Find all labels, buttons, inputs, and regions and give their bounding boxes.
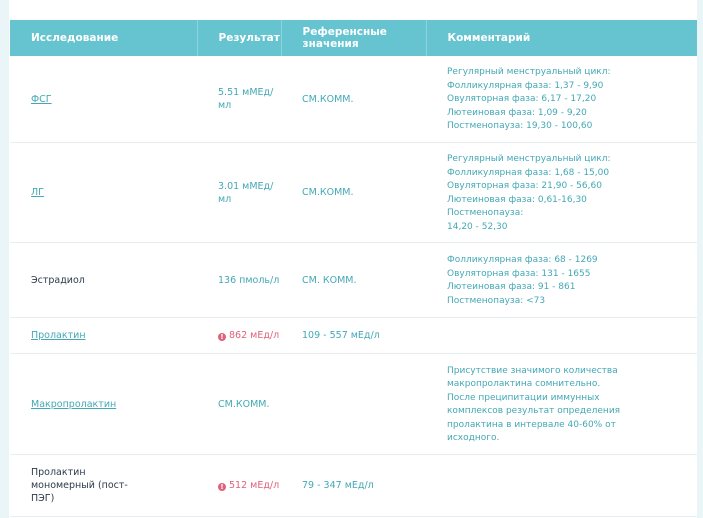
alert-icon: ! — [218, 483, 226, 491]
test-name-estradiol: Эстрадиол — [31, 274, 85, 286]
table-row — [10, 143, 697, 243]
reference-value: СМ.КОММ. — [302, 93, 354, 105]
test-link-lh[interactable]: ЛГ — [31, 187, 44, 198]
result-value: 136 пмоль/л — [218, 274, 280, 286]
header-reference: Референсные значения — [281, 20, 426, 56]
test-link-fsh[interactable]: ФСГ — [31, 93, 52, 105]
table-header-row — [10, 20, 697, 56]
reference-value: СМ.КОММ. — [302, 187, 354, 198]
result-value-abnormal: 512 мЕд/л — [229, 480, 280, 491]
comment-text: Регулярный менструальный цикл: Фолликулярная фаза: 1,68 - 15,00 Овуляторная фаза: 21,90 - 56,60 Лютеиновая фаза: 0,61-16,30 Постменопауза: 14,20 - 52,30 — [447, 154, 611, 232]
table-row — [10, 56, 697, 143]
reference-value: 79 - 347 мЕд/л — [302, 480, 374, 491]
comment-text: Присутствие значимого количества макропролактина сомнительно. После преципитации иммунных комплексов результат определения пролактина в интервале 40-60% от исходного. — [447, 365, 621, 443]
results-table-container — [10, 20, 697, 517]
result-value-abnormal: 862 мЕд/л — [229, 330, 280, 341]
table-row — [10, 455, 697, 517]
test-link-prolactin[interactable]: Пролактин — [31, 330, 86, 341]
reference-value: СМ. КОММ. — [302, 274, 357, 286]
right-panel-edge — [697, 0, 703, 518]
table-row — [10, 354, 697, 455]
header-result: Результат — [197, 20, 281, 56]
test-name-monomeric-prolactin: Пролактин мономерный (пост- ПЭГ) — [31, 467, 128, 504]
result-value: 5.51 мМЕд/ мл — [218, 87, 274, 111]
results-table — [10, 20, 697, 517]
result-value: 3.01 мМЕд/ мл — [218, 180, 274, 205]
table-row — [10, 318, 697, 354]
test-link-macroprolactin[interactable]: Макропролактин — [31, 398, 117, 410]
header-comment: Комментарий — [426, 20, 697, 56]
comment-text: Фолликулярная фаза: 68 - 1269 Овуляторная фаза: 131 - 1655 Лютеиновая фаза: 91 - 861 Постменопауза: <73 — [447, 255, 598, 306]
header-test: Исследование — [10, 20, 197, 56]
left-panel-edge — [0, 0, 9, 518]
comment-text: Регулярный менструальный цикл: Фолликулярная фаза: 1,37 - 9,90 Овуляторная фаза: 6,17 - 17,20 Лютеиновая фаза: 1,09 - 9,20 Постменопауза: 19,30 - 100,60 — [447, 67, 611, 132]
alert-icon: ! — [218, 333, 226, 341]
result-value: СМ.КОММ. — [218, 398, 270, 410]
reference-value: 109 - 557 мЕд/л — [302, 330, 380, 341]
table-row — [10, 243, 697, 318]
